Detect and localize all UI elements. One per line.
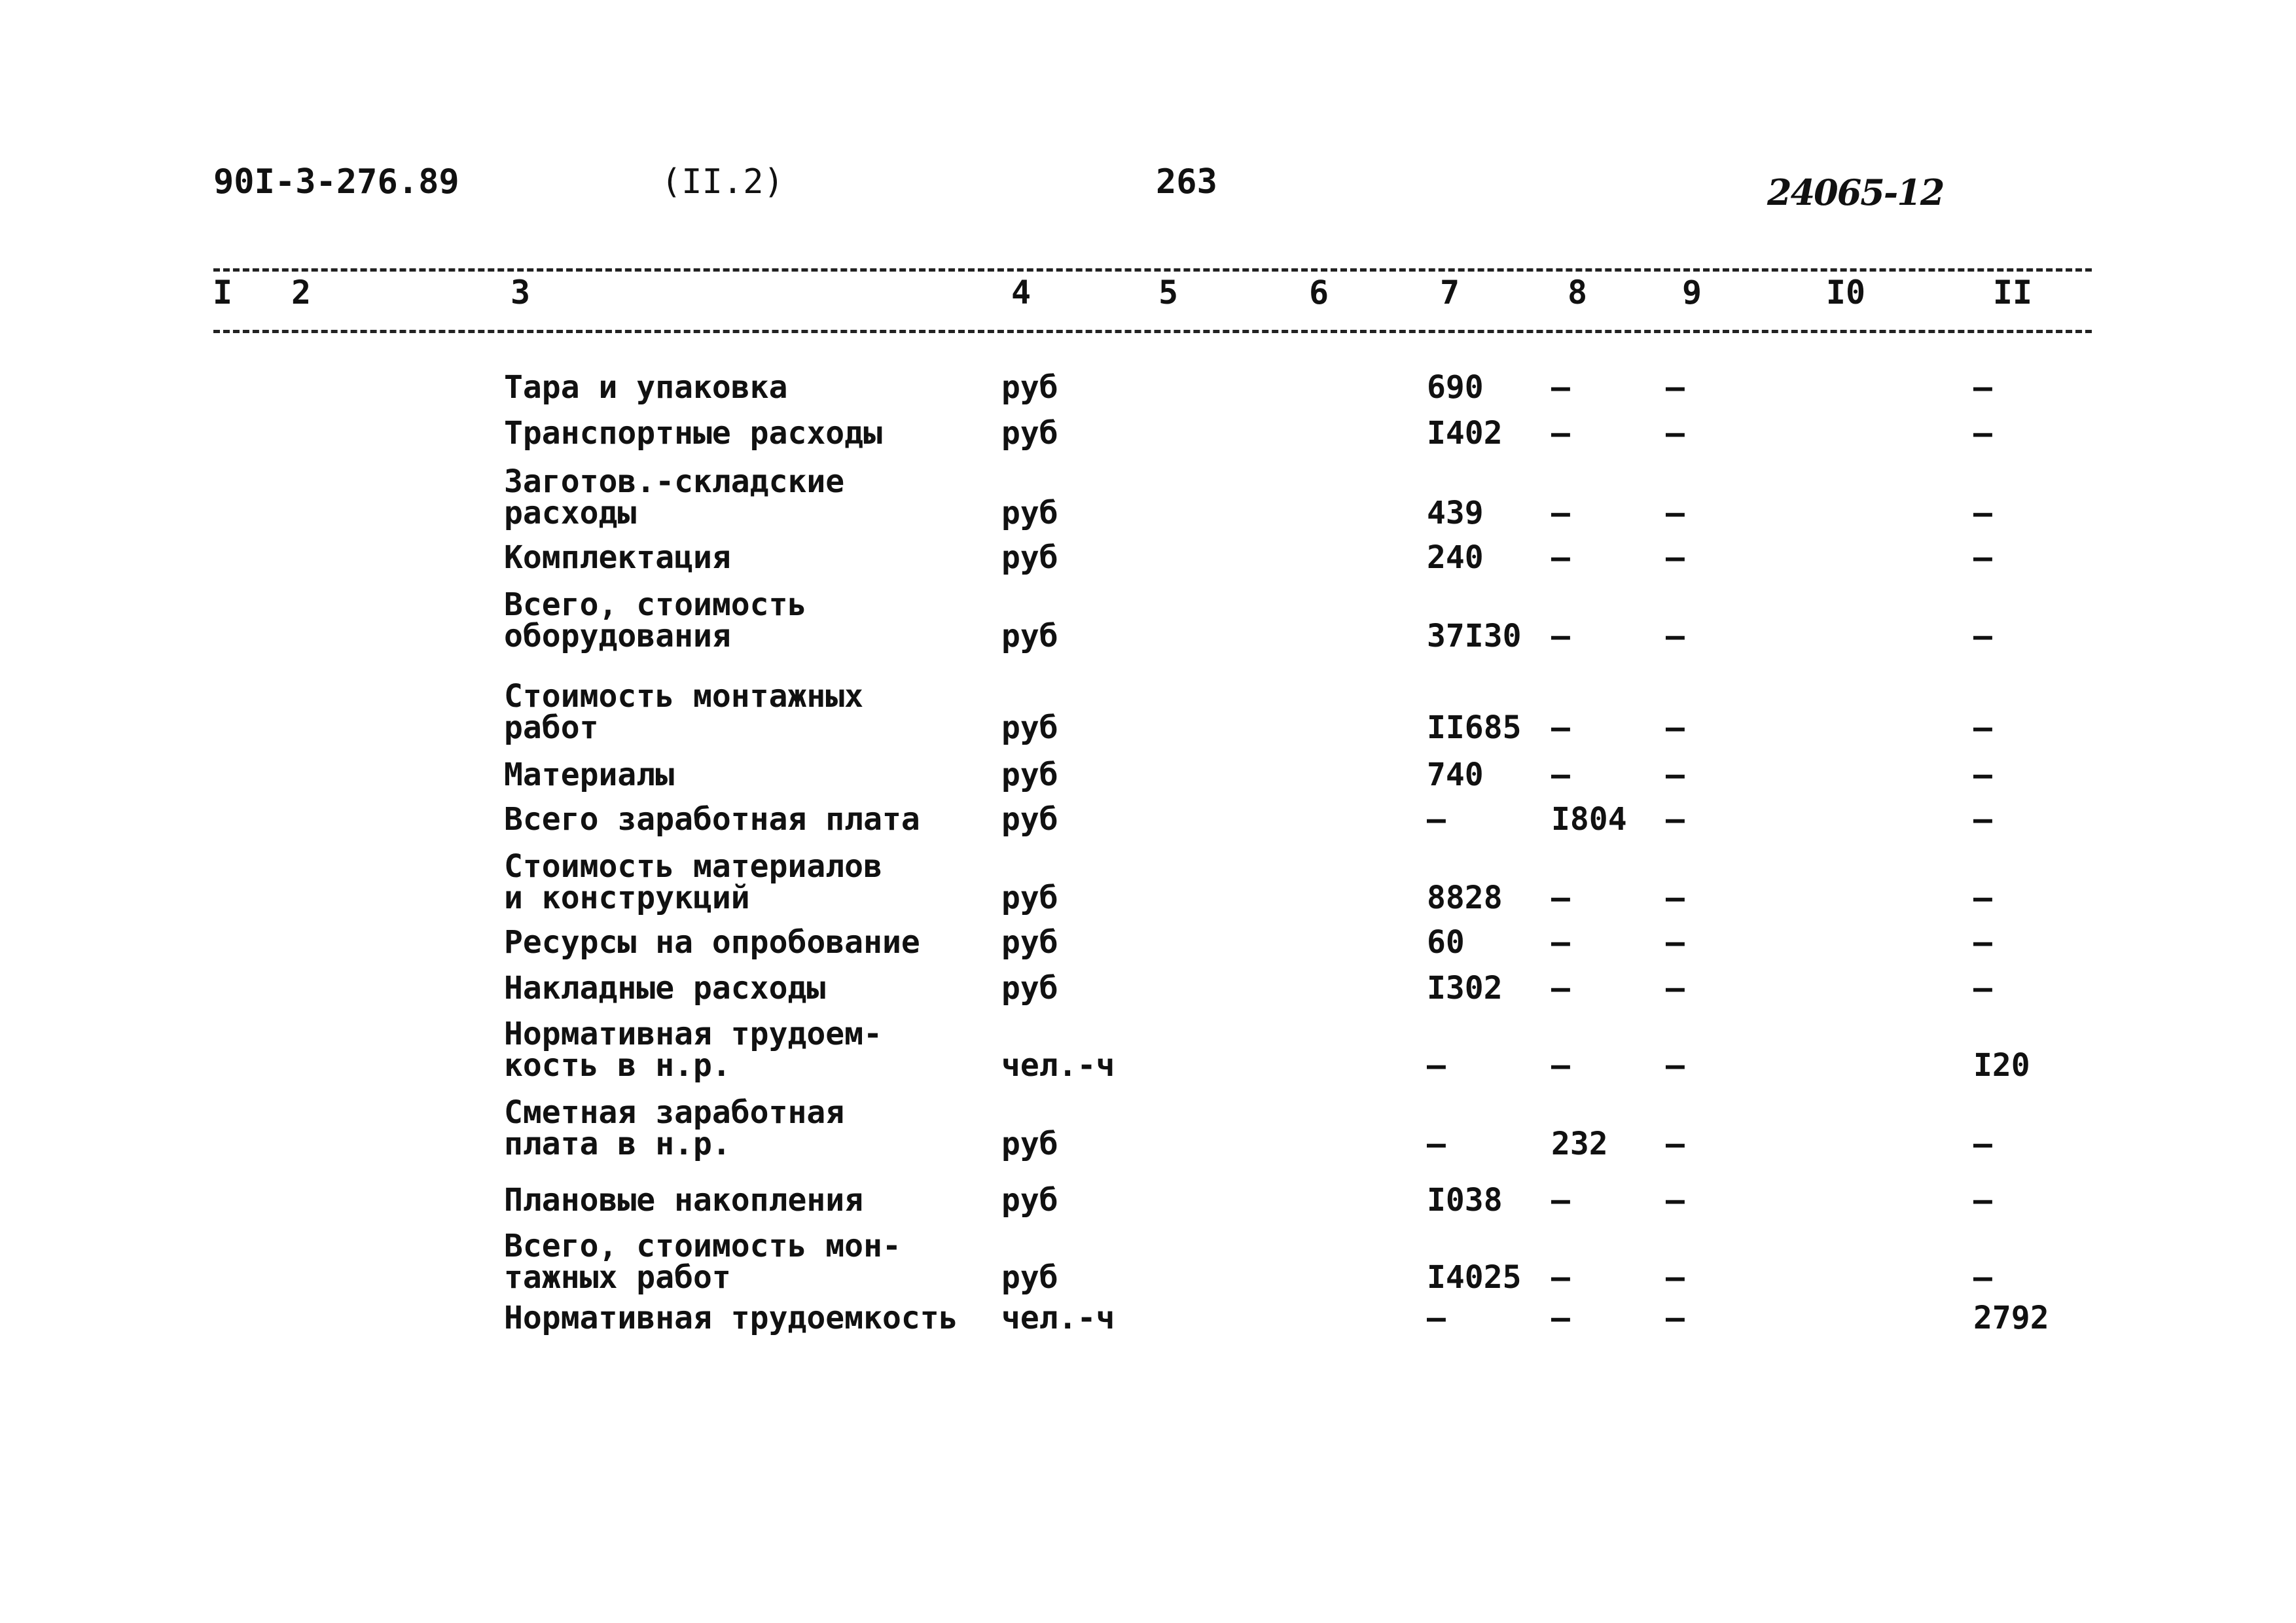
row-col7-value: 439 — [1427, 495, 1484, 531]
row-col7-value: 240 — [1427, 539, 1484, 576]
row-col9-value: – — [1666, 1300, 1685, 1336]
row-unit: руб — [1001, 709, 1058, 746]
row-name: Плановые накопления — [504, 1182, 864, 1219]
row-col7-value: – — [1427, 1047, 1446, 1084]
row-col8-value: – — [1551, 1047, 1570, 1084]
handwritten-note: 24065-12 — [1767, 171, 1944, 213]
column-number: II — [1992, 274, 2033, 312]
row-col8-value: – — [1551, 1259, 1570, 1296]
row-col7-value: I4025 — [1427, 1259, 1522, 1296]
document-code: 90I-3-276.89 — [213, 162, 459, 202]
row-col9-value: – — [1666, 924, 1685, 961]
row-col8-value: I804 — [1551, 801, 1627, 838]
row-col11-value: – — [1973, 801, 1992, 838]
row-unit: руб — [1001, 1126, 1058, 1162]
row-col9-value: – — [1666, 709, 1685, 746]
row-col11-value: – — [1973, 757, 1992, 793]
row-name: Стоимость материалов и конструкций — [504, 848, 882, 916]
row-col11-value: – — [1973, 1126, 1992, 1162]
row-col9-value: – — [1666, 757, 1685, 793]
row-unit: руб — [1001, 415, 1058, 452]
row-col8-value: – — [1551, 970, 1570, 1007]
table-header-bottom-rule — [213, 330, 2092, 333]
row-name: Нормативная трудоем- кость в н.р. — [504, 1016, 882, 1084]
row-col7-value: 60 — [1427, 924, 1465, 961]
row-col7-value: 8828 — [1427, 880, 1503, 916]
column-number: 8 — [1567, 274, 1588, 312]
row-name: Ресурсы на опробование — [504, 924, 920, 961]
row-unit: чел.-ч — [1001, 1047, 1115, 1084]
row-unit: руб — [1001, 369, 1058, 406]
row-col9-value: – — [1666, 369, 1685, 406]
row-unit: руб — [1001, 880, 1058, 916]
row-name: Накладные расходы — [504, 970, 826, 1007]
row-col7-value: I302 — [1427, 970, 1503, 1007]
row-col11-value: 2792 — [1973, 1300, 2049, 1336]
row-unit: руб — [1001, 495, 1058, 531]
row-col9-value: – — [1666, 1126, 1685, 1162]
row-name: Стоимость монтажных работ — [504, 678, 864, 746]
row-col11-value: – — [1973, 970, 1992, 1007]
row-col11-value: – — [1973, 880, 1992, 916]
row-col7-value: I038 — [1427, 1182, 1503, 1219]
row-col11-value: – — [1973, 709, 1992, 746]
row-col7-value: – — [1427, 1300, 1446, 1336]
column-number: 3 — [510, 274, 531, 312]
row-name: Тара и упаковка — [504, 369, 788, 406]
row-col9-value: – — [1666, 801, 1685, 838]
row-col9-value: – — [1666, 970, 1685, 1007]
column-number: 4 — [1011, 274, 1031, 312]
row-col7-value: I402 — [1427, 415, 1503, 452]
row-col8-value: – — [1551, 1182, 1570, 1219]
row-col9-value: – — [1666, 495, 1685, 531]
row-name: Материалы — [504, 757, 675, 793]
row-col8-value: 232 — [1551, 1126, 1608, 1162]
column-number: 7 — [1439, 274, 1460, 312]
row-col11-value: – — [1973, 495, 1992, 531]
row-col9-value: – — [1666, 1259, 1685, 1296]
column-number: I0 — [1825, 274, 1866, 312]
row-col8-value: – — [1551, 924, 1570, 961]
row-unit: руб — [1001, 539, 1058, 576]
row-unit: руб — [1001, 970, 1058, 1007]
row-col8-value: – — [1551, 415, 1570, 452]
column-number: 9 — [1681, 274, 1702, 312]
row-col7-value: 37I30 — [1427, 618, 1522, 654]
row-unit: руб — [1001, 757, 1058, 793]
row-col7-value: II685 — [1427, 709, 1522, 746]
row-col9-value: – — [1666, 618, 1685, 654]
row-col8-value: – — [1551, 495, 1570, 531]
row-col11-value: I20 — [1973, 1047, 2030, 1084]
column-number: 2 — [291, 274, 312, 312]
row-col7-value: – — [1427, 1126, 1446, 1162]
row-col9-value: – — [1666, 415, 1685, 452]
row-name: Всего, стоимость оборудования — [504, 586, 807, 654]
row-col7-value: 740 — [1427, 757, 1484, 793]
row-col7-value: 690 — [1427, 369, 1484, 406]
row-col8-value: – — [1551, 1300, 1570, 1336]
row-col11-value: – — [1973, 618, 1992, 654]
row-name: Всего, стоимость мон- тажных работ — [504, 1228, 901, 1296]
row-col8-value: – — [1551, 618, 1570, 654]
column-number: I — [212, 274, 233, 312]
row-unit: руб — [1001, 618, 1058, 654]
row-col11-value: – — [1973, 415, 1992, 452]
row-unit: руб — [1001, 924, 1058, 961]
row-col9-value: – — [1666, 1047, 1685, 1084]
page-number: 263 — [1156, 162, 1217, 202]
row-col11-value: – — [1973, 1259, 1992, 1296]
row-unit: руб — [1001, 1259, 1058, 1296]
row-col11-value: – — [1973, 924, 1992, 961]
row-col8-value: – — [1551, 880, 1570, 916]
row-col7-value: – — [1427, 801, 1446, 838]
row-col11-value: – — [1973, 369, 1992, 406]
row-unit: чел.-ч — [1001, 1300, 1115, 1336]
row-name: Всего заработная плата — [504, 801, 920, 838]
row-name: Нормативная трудоемкость — [504, 1300, 958, 1336]
row-col8-value: – — [1551, 539, 1570, 576]
row-name: Сметная заработная плата в н.р. — [504, 1094, 845, 1162]
row-name: Транспортные расходы — [504, 415, 882, 452]
table-header-top-rule — [213, 268, 2092, 272]
row-unit: руб — [1001, 1182, 1058, 1219]
row-col9-value: – — [1666, 880, 1685, 916]
row-unit: руб — [1001, 801, 1058, 838]
row-col8-value: – — [1551, 369, 1570, 406]
column-number: 6 — [1308, 274, 1329, 312]
row-col11-value: – — [1973, 539, 1992, 576]
row-col11-value: – — [1973, 1182, 1992, 1219]
row-name: Заготов.-складские расходы — [504, 463, 845, 531]
row-col9-value: – — [1666, 539, 1685, 576]
row-col8-value: – — [1551, 757, 1570, 793]
row-col9-value: – — [1666, 1182, 1685, 1219]
row-col8-value: – — [1551, 709, 1570, 746]
row-name: Комплектация — [504, 539, 731, 576]
section-number: (II.2) — [661, 162, 784, 202]
column-number: 5 — [1158, 274, 1179, 312]
